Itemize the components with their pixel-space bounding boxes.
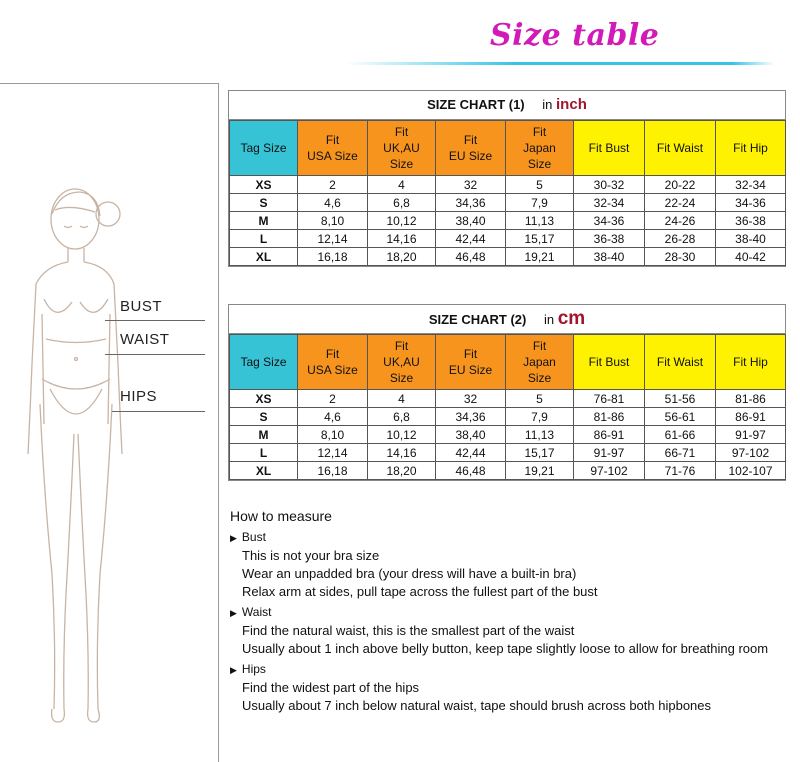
table-cell: 42,44 — [436, 444, 506, 462]
size-chart-cm — [228, 304, 786, 481]
header-usa-size: Fit USA Size — [298, 335, 368, 390]
table-row — [230, 462, 786, 480]
table-cell: 8,10 — [298, 212, 368, 230]
table-cell: 8,10 — [298, 426, 368, 444]
table-cell: 86-91 — [716, 408, 786, 426]
table-cell: 86-91 — [574, 426, 645, 444]
chart-title-text: SIZE CHART (2) — [428, 312, 527, 327]
table-row — [230, 212, 786, 230]
table-cell: 97-102 — [716, 444, 786, 462]
header-eu-size: Fit EU Size — [436, 121, 506, 176]
table-row — [230, 408, 786, 426]
table-cell: 6,8 — [368, 194, 436, 212]
section-title: Hips — [241, 662, 266, 676]
table-cell: 30-32 — [574, 176, 645, 194]
table-cell: 2 — [298, 176, 368, 194]
table-cell: 18,20 — [368, 462, 436, 480]
table-cell: 34-36 — [574, 212, 645, 230]
hips-section — [230, 662, 800, 715]
table-cell: 28-30 — [645, 248, 716, 266]
how-to-measure — [230, 508, 800, 715]
table-cell: 81-86 — [716, 390, 786, 408]
instruction-line: Find the natural waist, this is the smallest part of the waist — [242, 623, 575, 638]
table-cell: 6,8 — [368, 408, 436, 426]
table-cell: 14,16 — [368, 230, 436, 248]
table-cell: 15,17 — [506, 230, 574, 248]
waist-line — [105, 354, 205, 355]
table-cell: 91-97 — [574, 444, 645, 462]
table-cell: 46,48 — [436, 248, 506, 266]
table-cell: 46,48 — [436, 462, 506, 480]
table-cell: XS — [230, 176, 298, 194]
table-row — [230, 194, 786, 212]
table-cell: 7,9 — [506, 194, 574, 212]
table-row — [230, 176, 786, 194]
table-cell: 51-56 — [645, 390, 716, 408]
table-cell: XL — [230, 248, 298, 266]
table-cell: 4,6 — [298, 408, 368, 426]
size-chart-inch — [228, 90, 786, 267]
instruction-line: Find the widest part of the hips — [242, 680, 420, 695]
table-row — [230, 230, 786, 248]
table-cell: 7,9 — [506, 408, 574, 426]
header-japan-size: Fit Japan Size — [506, 121, 574, 176]
header-fit-waist: Fit Waist — [645, 121, 716, 176]
table-cell: M — [230, 212, 298, 230]
hips-line — [112, 411, 205, 412]
table-cell: 16,18 — [298, 248, 368, 266]
table-cell: 5 — [506, 390, 574, 408]
table-cell: 38-40 — [716, 230, 786, 248]
table-cell: XL — [230, 462, 298, 480]
table-cell: 38,40 — [436, 426, 506, 444]
body-figure-illustration — [0, 174, 219, 734]
chart-unit: inch — [556, 96, 587, 113]
header-fit-bust: Fit Bust — [574, 335, 645, 390]
table-cell: 34-36 — [716, 194, 786, 212]
section-title: Waist — [241, 605, 272, 619]
triangle-bullet-icon: ▶ — [230, 608, 237, 618]
header-tag-size: Tag Size — [230, 335, 298, 390]
table-cell: 24-26 — [645, 212, 716, 230]
table-row — [230, 426, 786, 444]
table-cell: 32-34 — [574, 194, 645, 212]
table-cell: 4 — [368, 390, 436, 408]
chart-unit: cm — [557, 308, 586, 329]
table-cell: 42,44 — [436, 230, 506, 248]
table-cell: 19,21 — [506, 462, 574, 480]
table-cell: 36-38 — [574, 230, 645, 248]
header-uk-size: Fit UK,AU Size — [368, 335, 436, 390]
table-cell: 5 — [506, 176, 574, 194]
table-cell: M — [230, 426, 298, 444]
table-cell: 34,36 — [436, 408, 506, 426]
table-cell: L — [230, 444, 298, 462]
table-cell: 4 — [368, 176, 436, 194]
table-cell: 26-28 — [645, 230, 716, 248]
table-cell: 12,14 — [298, 444, 368, 462]
chart-title — [229, 91, 785, 120]
hips-label: HIPS — [120, 388, 158, 405]
table-cell: 18,20 — [368, 248, 436, 266]
table-cell: XS — [230, 390, 298, 408]
table-cell: 11,13 — [506, 426, 574, 444]
instruction-line: This is not your bra size — [242, 548, 380, 563]
bust-section — [230, 530, 800, 601]
table-cell: 71-76 — [645, 462, 716, 480]
table-cell: 10,12 — [368, 212, 436, 230]
table-cell: 102-107 — [716, 462, 786, 480]
table-cell: 40-42 — [716, 248, 786, 266]
table-cell: 97-102 — [574, 462, 645, 480]
table-cell: 81-86 — [574, 408, 645, 426]
bust-label: BUST — [120, 298, 163, 315]
table-cell: L — [230, 230, 298, 248]
table-cell: 16,18 — [298, 462, 368, 480]
table-row — [230, 444, 786, 462]
instruction-line: Usually about 7 inch below natural waist, tape should brush across both hipbones — [242, 698, 712, 713]
table-cell: 10,12 — [368, 426, 436, 444]
table-cell: 34,36 — [436, 194, 506, 212]
chart-title — [229, 305, 785, 334]
waist-section — [230, 605, 800, 658]
table-cell: 32 — [436, 176, 506, 194]
header-fit-waist: Fit Waist — [645, 335, 716, 390]
table-cell: 36-38 — [716, 212, 786, 230]
table-cell: 61-66 — [645, 426, 716, 444]
header-fit-hip: Fit Hip — [716, 121, 786, 176]
instruction-line: Relax arm at sides, pull tape across the fullest part of the bust — [242, 584, 598, 599]
chart-unit-prefix: in — [543, 312, 555, 327]
chart-title-text: SIZE CHART (1) — [427, 97, 525, 112]
size-table — [229, 334, 786, 480]
table-row — [230, 390, 786, 408]
table-cell: 4,6 — [298, 194, 368, 212]
section-title: Bust — [241, 530, 266, 544]
table-cell: 11,13 — [506, 212, 574, 230]
table-cell: 38,40 — [436, 212, 506, 230]
title-underline — [345, 62, 775, 65]
table-cell: S — [230, 194, 298, 212]
table-cell: 15,17 — [506, 444, 574, 462]
table-cell: 20-22 — [645, 176, 716, 194]
header-fit-hip: Fit Hip — [716, 335, 786, 390]
waist-label: WAIST — [120, 331, 170, 348]
instruction-line: Usually about 1 inch above belly button, keep tape slightly loose to allow for breathing room — [242, 641, 769, 656]
table-cell: 12,14 — [298, 230, 368, 248]
header-uk-size: Fit UK,AU Size — [368, 121, 436, 176]
table-cell: 14,16 — [368, 444, 436, 462]
table-cell: 38-40 — [574, 248, 645, 266]
size-table — [229, 120, 786, 266]
table-cell: 91-97 — [716, 426, 786, 444]
header-japan-size: Fit Japan Size — [506, 335, 574, 390]
table-cell: S — [230, 408, 298, 426]
table-cell: 66-71 — [645, 444, 716, 462]
table-cell: 56-61 — [645, 408, 716, 426]
how-to-measure-heading: How to measure — [230, 508, 332, 524]
triangle-bullet-icon: ▶ — [230, 665, 237, 675]
table-cell: 19,21 — [506, 248, 574, 266]
table-cell: 76-81 — [574, 390, 645, 408]
table-cell: 32 — [436, 390, 506, 408]
table-row — [230, 248, 786, 266]
table-cell: 2 — [298, 390, 368, 408]
body-figure-panel — [0, 83, 219, 762]
header-fit-bust: Fit Bust — [574, 121, 645, 176]
header-tag-size: Tag Size — [230, 121, 298, 176]
instruction-line: Wear an unpadded bra (your dress will have a built-in bra) — [242, 566, 577, 581]
header-eu-size: Fit EU Size — [436, 335, 506, 390]
chart-unit-prefix: in — [542, 97, 553, 112]
triangle-bullet-icon: ▶ — [230, 533, 237, 543]
bust-line — [105, 320, 205, 321]
table-cell: 22-24 — [645, 194, 716, 212]
table-cell: 32-34 — [716, 176, 786, 194]
page-title: Size table — [490, 18, 660, 53]
header-usa-size: Fit USA Size — [298, 121, 368, 176]
